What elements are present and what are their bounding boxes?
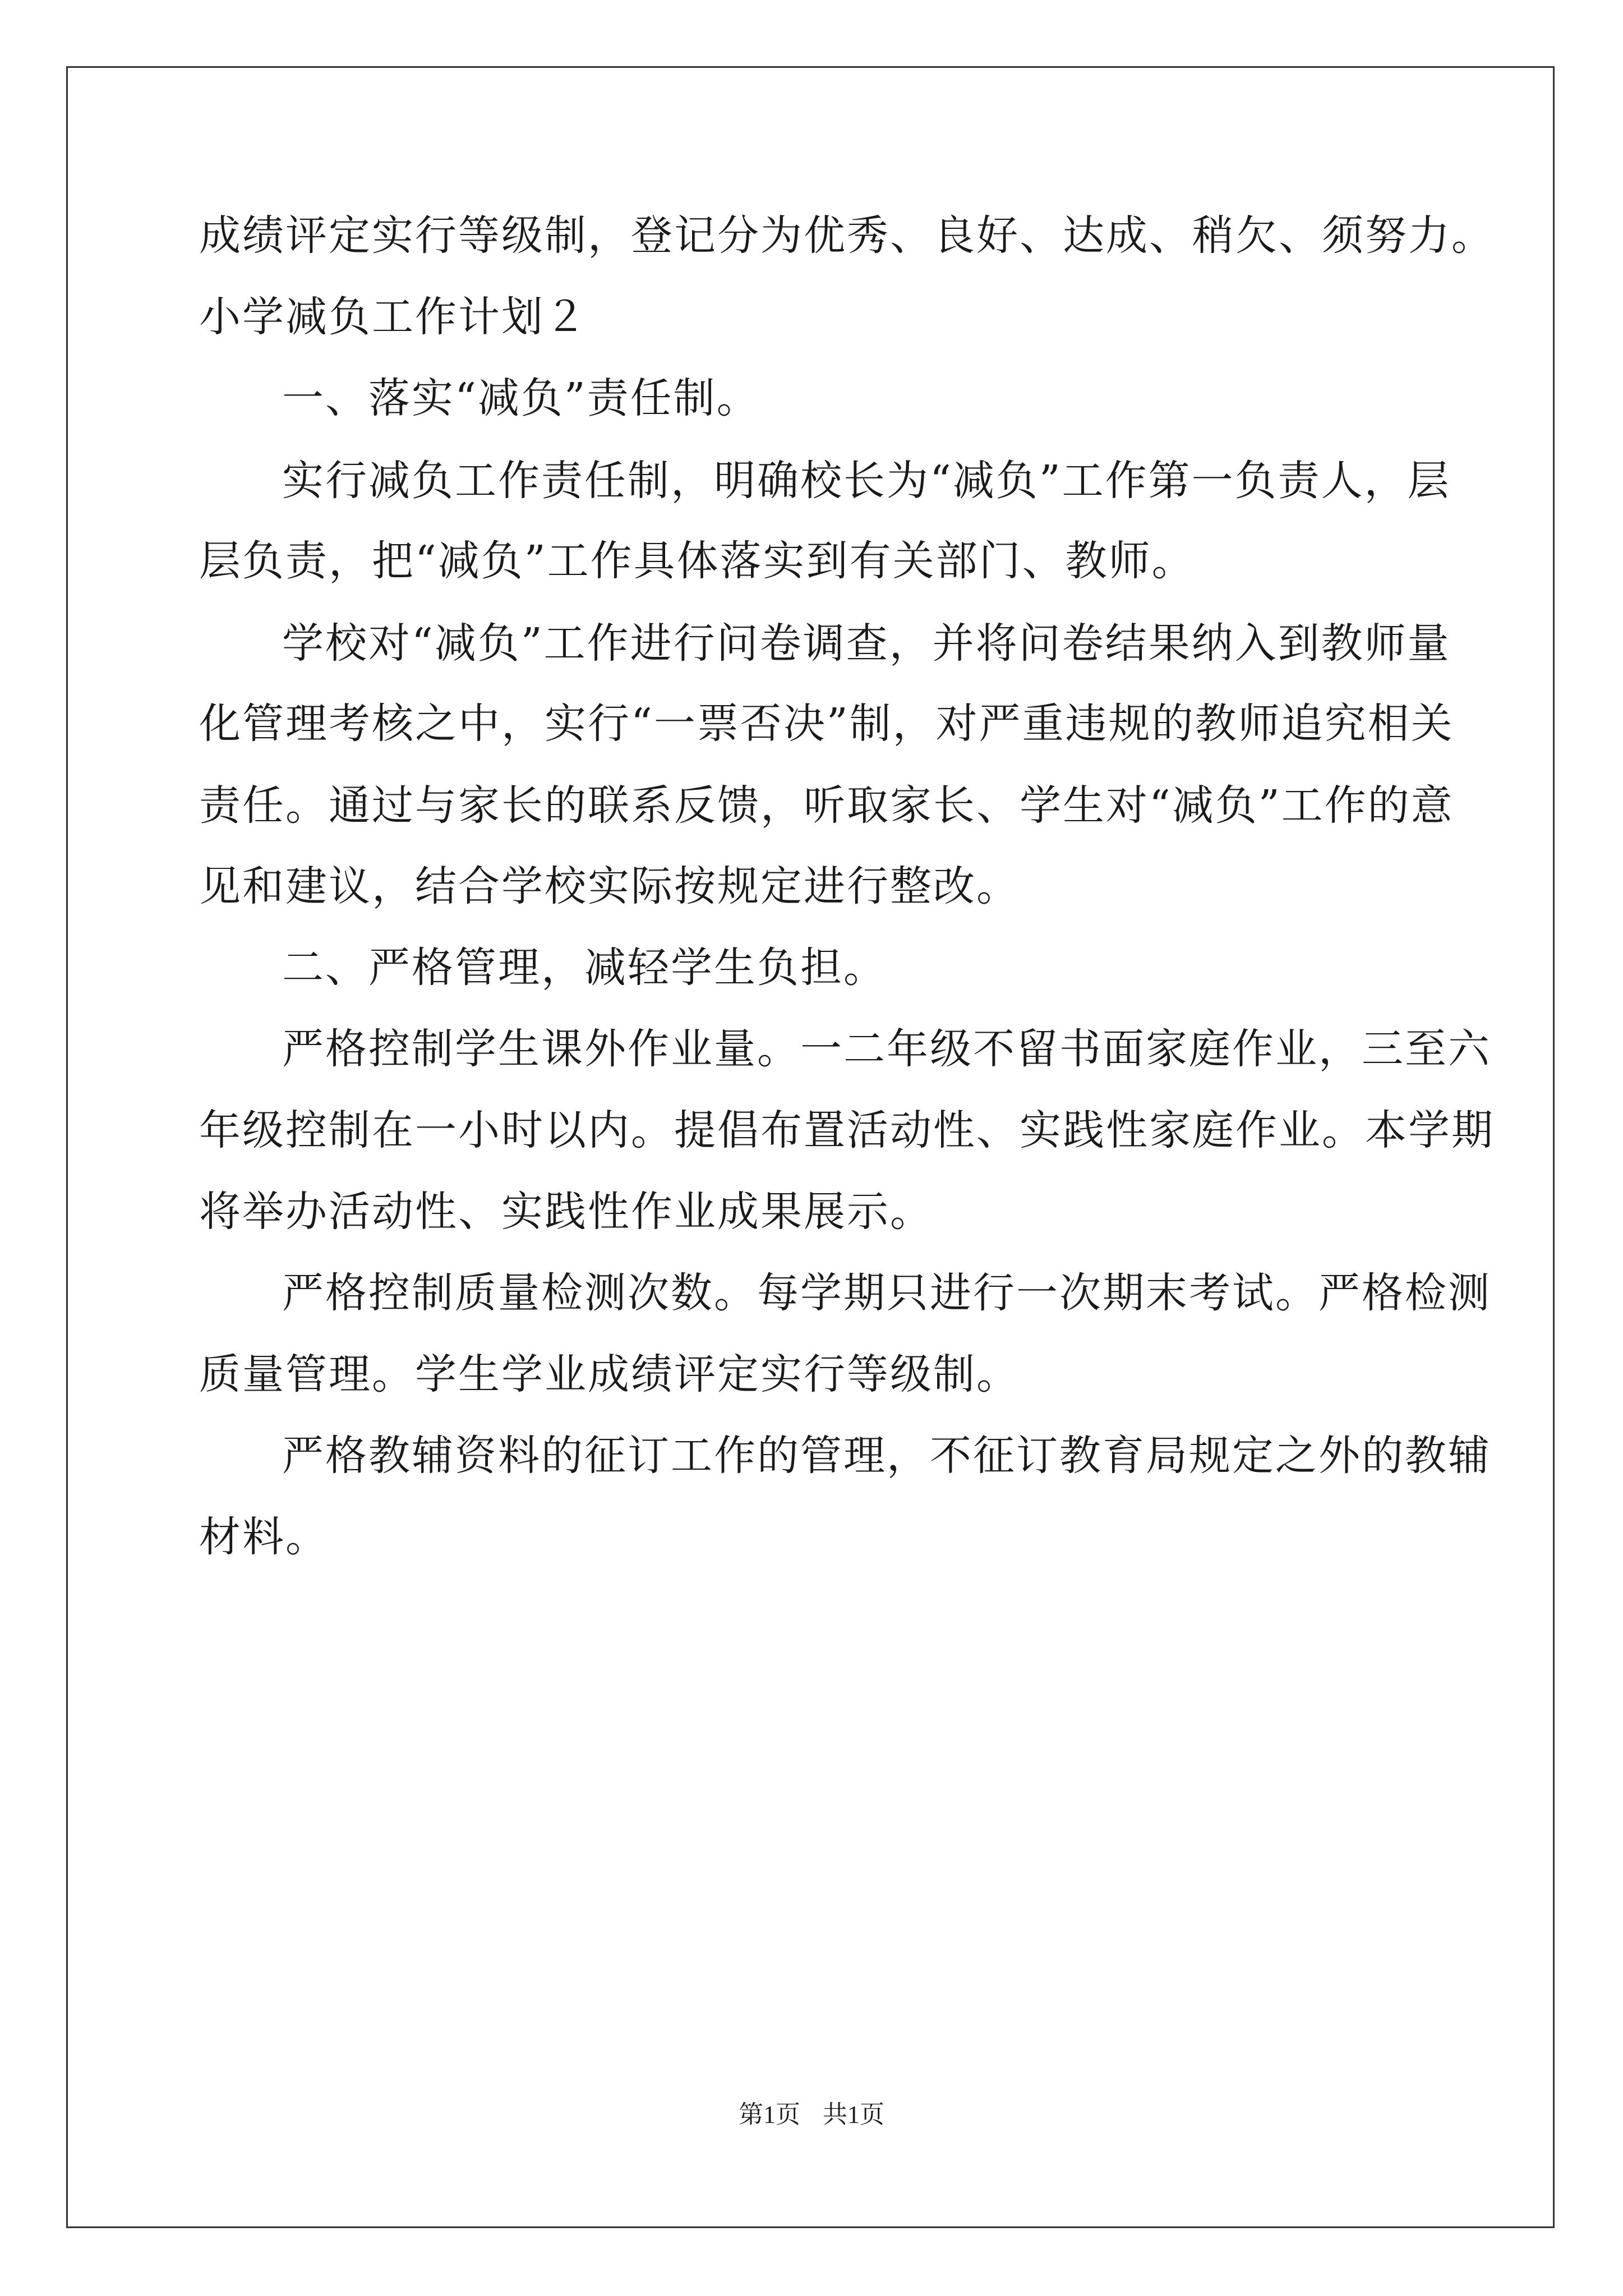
text-line: 将举办活动性、实践性作业成果展示。 xyxy=(199,1188,933,1236)
text-line: 见和建议，结合学校实际按规定进行整改。 xyxy=(199,862,1020,910)
heading-2: 二、严格管理，减轻学生负担。 xyxy=(282,944,887,992)
text-line: 年级控制在一小时以内。提倡布置活动性、实践性家庭作业。本学期 xyxy=(199,1106,1495,1154)
heading-1: 一、落实“减负”责任制。 xyxy=(282,374,760,422)
page-total: 共1页 xyxy=(823,2101,884,2128)
page-number: 第1页 xyxy=(739,2101,800,2128)
text-line: 质量管理。学生学业成绩评定实行等级制。 xyxy=(199,1350,1020,1398)
text-line: 责任。通过与家长的联系反馈，听取家长、学生对“减负”工作的意 xyxy=(199,781,1454,830)
text-line: 学校对“减负”工作进行问卷调查，并将问卷结果纳入到教师量 xyxy=(282,619,1451,668)
text-line: 材料。 xyxy=(199,1513,329,1561)
page-footer xyxy=(0,2098,1623,2132)
text-line: 实行减负工作责任制，明确校长为“减负”工作第一负责人，层 xyxy=(282,457,1451,505)
text-line: 严格控制学生课外作业量。一二年级不留书面家庭作业，三至六 xyxy=(282,1025,1491,1073)
text-line: 层负责，把“减负”工作具体落实到有关部门、教师。 xyxy=(199,537,1195,585)
section-title: 小学减负工作计划２ xyxy=(199,293,588,341)
text-line: 严格控制质量检测次数。每学期只进行一次期末考试。严格检测 xyxy=(282,1269,1491,1317)
text-line: 成绩评定实行等级制，登记分为优秀、良好、达成、稍欠、须努力。 xyxy=(199,211,1495,260)
text-line: 化管理考核之中，实行“一票否决”制，对严重违规的教师追究相关 xyxy=(199,700,1454,748)
text-line: 严格教辅资料的征订工作的管理，不征订教育局规定之外的教辅 xyxy=(282,1432,1491,1480)
